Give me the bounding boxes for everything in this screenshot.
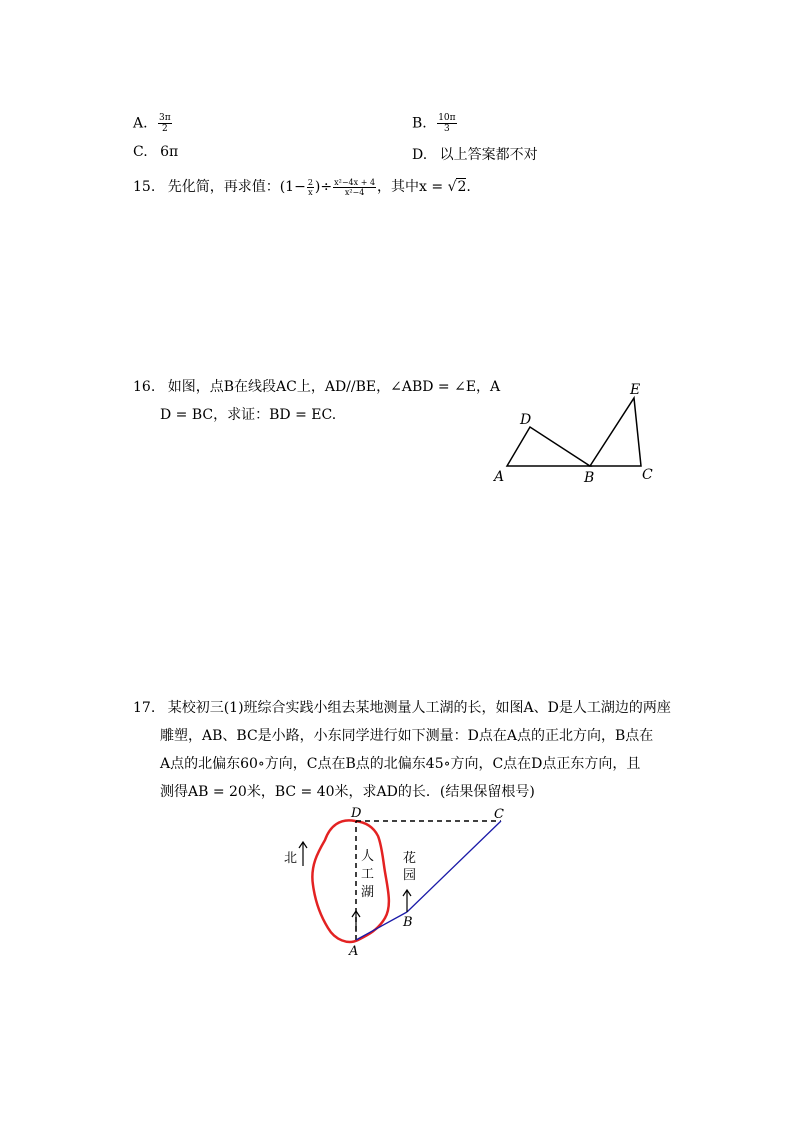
question-15-end: . (466, 179, 471, 195)
triangle-abd (507, 427, 590, 466)
option-a-denominator: 2 (161, 124, 168, 134)
question-15-sqrt-value: 2 (457, 179, 467, 195)
arrow-at-a-icon (352, 911, 360, 932)
option-a-numerator: 3π (159, 113, 171, 123)
question-17-line1: 某校初三(1)班综合实践小组去某地测量人工湖的长，如图A、D是人工湖边的两座 (167, 700, 671, 716)
option-b (412, 113, 457, 134)
question-15-close-div: )÷ (314, 179, 333, 195)
question-16-line1: 如图，点B在线段AC上，AD//BE，∠ABD = ∠E，A (167, 379, 501, 395)
question-15-inner-denominator: x (308, 187, 313, 197)
north-arrow-icon (299, 842, 307, 866)
path-bc (407, 821, 501, 912)
option-a-fraction (158, 113, 172, 134)
question-15-main-denominator: x²−4 (344, 187, 365, 197)
label-a: A (349, 944, 359, 959)
question-16-figure (490, 380, 665, 490)
option-d-value: 以上答案都不对 (439, 147, 538, 163)
lake-outline (312, 820, 389, 942)
question-16-line2: D = BC，求证：BD = EC. (160, 407, 337, 423)
path-ab (356, 912, 407, 940)
label-garden-1: 花 (403, 851, 417, 866)
question-17-line4: 测得AB = 20米，BC = 40米，求AD的长．(结果保留根号) (160, 784, 535, 800)
option-c-label: C. (133, 144, 148, 160)
option-c (133, 144, 178, 160)
question-17-line3: A点的北偏东60∘方向，C点在B点的北偏东45∘方向，C点在D点正东方向，且 (160, 756, 641, 772)
question-15-main-numerator: x²−4x + 4 (334, 177, 376, 187)
question-15-inner-fraction (307, 178, 314, 197)
label-e: E (630, 382, 641, 398)
option-a-label: A. (133, 115, 148, 132)
question-16-number: 16. (133, 379, 156, 395)
label-garden-2: 园 (403, 868, 417, 883)
label-lake-2: 工 (361, 867, 375, 882)
label-lake-3: 湖 (361, 885, 375, 900)
label-a: A (494, 469, 505, 485)
label-b: B (584, 470, 595, 486)
option-a (133, 113, 172, 134)
label-c: C (494, 807, 504, 822)
question-15-open: (1− (279, 179, 306, 195)
question-15-number: 15. (133, 179, 156, 195)
option-d (412, 144, 538, 164)
option-b-label: B. (412, 115, 427, 132)
label-d: D (351, 806, 362, 821)
question-15-inner-numerator: 2 (307, 177, 313, 187)
label-c: C (642, 467, 653, 483)
question-17-line2: 雕塑，AB、BC是小路，小东同学进行如下测量：D点在A点的正北方向，B点在 (160, 728, 654, 744)
label-d: D (520, 412, 532, 428)
label-north: 北 (284, 851, 298, 866)
question-16 (133, 373, 500, 401)
question-15-sqrt-symbol: √ (447, 179, 457, 195)
option-c-value: 6π (160, 144, 179, 160)
option-b-fraction (437, 113, 456, 134)
label-lake-1: 人 (361, 849, 375, 864)
triangle-bec (590, 398, 641, 466)
question-15-main-fraction (333, 178, 376, 197)
question-15 (133, 176, 471, 197)
question-17 (133, 694, 671, 722)
option-b-numerator: 10π (438, 113, 456, 123)
question-15-mid: ，其中x = (377, 179, 448, 195)
question-15-prefix: 先化简，再求值： (167, 179, 280, 195)
question-17-figure (275, 800, 520, 960)
label-b: B (403, 915, 413, 930)
option-b-denominator: 3 (444, 124, 450, 134)
option-d-label: D. (412, 147, 428, 163)
question-17-number: 17. (133, 700, 156, 716)
